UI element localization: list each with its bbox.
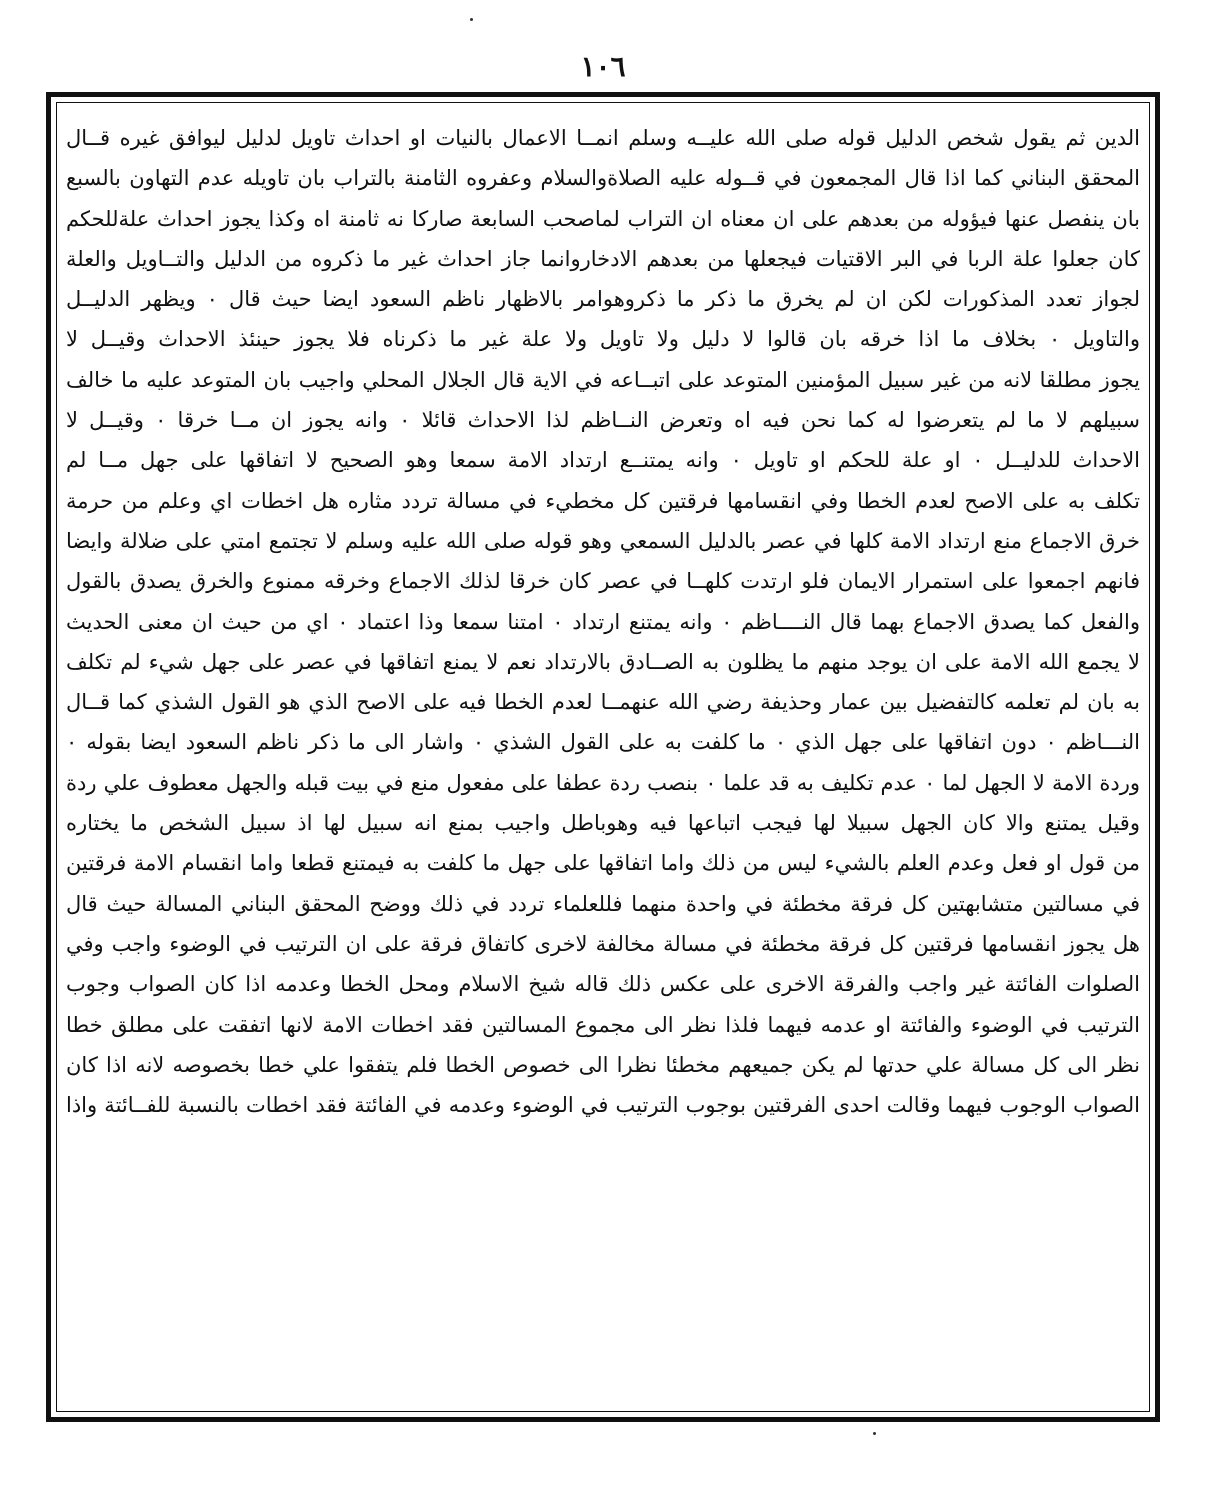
text-line: لا يجمع الله الامة على ان يوجد منهم ما يظلون به الصــادق بالارتداد نعم لا يمنع اتفاقها في عصر على جهل شيء لم تكلف xyxy=(66,649,1140,674)
text-line: خرق الاجماع منع ارتداد الامة كلها في عصر بالدليل السمعي وهو قوله صلى الله عليه وسلم لا تجتمع امتي على ضلالة وايضا xyxy=(66,528,1140,553)
text-line: الصلوات الفائتة غير واجب والفرقة الاخرى على عكس ذلك قاله شيخ الاسلام ومحل الخطا وعدمه اذا كان الصواب وجوب xyxy=(66,972,1140,997)
text-line: والتاويل ٠ بخلاف ما اذا خرقه بان قالوا لا دليل ولا تاويل ولا علة غير ما ذكرناه فلا يجوز حينئذ الاحداث وقيــل لا xyxy=(66,327,1140,352)
text-line: يجوز مطلقا لانه من غير سبيل المؤمنين المتوعد على اتبــاعه في الاية قال الجلال المحلي واجيب بان المتوعد عليه ما خالف xyxy=(66,367,1140,392)
text-line: سبيلهم لا ما لم يتعرضوا له كما نحن فيه اه وتعرض النــاظم لذا الاحداث قائلا ٠ وانه يجوز ان مــا خرقا ٠ وقيــل لا xyxy=(66,408,1140,433)
text-line: الترتيب في الوضوء والفائتة او عدمه فيهما فلذا نظر الى مجموع المسالتين فقد اخطات الامة لانها اتفقت على مطلق خطا xyxy=(66,1012,1140,1037)
text-line: والفعل كما يصدق الاجماع بهما قال النــــاظم ٠ وانه يمتنع ارتداد ٠ امتنا سمعا وذا اعتماد ٠ اي من حيث ان معنى الحديث xyxy=(66,609,1140,634)
page-number: ١٠٦ xyxy=(580,50,626,83)
text-line: تكلف به على الاصح لعدم الخطا وفي انقسامها فرقتين كل مخطيء في مسالة تردد مثاره هل اخطات اي وعلم من حرمة xyxy=(66,488,1140,513)
text-line: فانهم اجمعوا على استمرار الايمان فلو ارتدت كلهــا في عصر كان خرقا لذلك الاجماع وخرقه ممنوع والخرق يصدق بالقول xyxy=(66,569,1140,594)
text-line: كان جعلوا علة الربا في البر الاقتيات فيجعلها من بعدهم الادخاروانما جاز احداث غير ما ذكروه من الدليل والتــاويل والعلة xyxy=(66,246,1140,271)
text-line: به بان لم تعلمه كالتفضيل بين عمار وحذيفة رضي الله عنهمــا لعدم الخطا فيه على الاصح الذي هو القول الشذي كما قــال xyxy=(66,690,1140,715)
text-line: في مسالتين متشابهتين كل فرقة مخطئة في واحدة منهما فللعلماء تردد في ذلك ووضح المحقق البناني المسالة حيث قال xyxy=(66,891,1140,916)
text-line: المحقق البناني كما اذا قال المجمعون في قــوله عليه الصلاةوالسلام وعفروه الثامنة بالتراب بان تاويله عدم التهاون بالسبع xyxy=(66,166,1140,191)
text-line: بان ينفصل عنها فيؤوله من بعدهم على ان معناه ان التراب لماصحب السابعة صاركا نه ثامنة اه وكذا يجوز احداث علةللحكم xyxy=(66,206,1140,231)
print-speck xyxy=(470,18,473,21)
print-speck xyxy=(873,1432,876,1435)
text-line: وردة الامة لا الجهل لما ٠ عدم تكليف به قد علما ٠ بنصب ردة عطفا على مفعول منع في بيت قبله والجهل معطوف علي ردة xyxy=(66,770,1140,795)
main-text xyxy=(66,118,1140,1402)
text-line: نظر الى كل مسالة علي حدتها لم يكن جميعهم مخطئا نظرا الى خصوص الخطا فلم يتفقوا علي خطا بخصوصه لانه اذا كان xyxy=(66,1052,1140,1077)
text-line: لجواز تعدد المذكورات لكن ان لم يخرق ما ذكر ما ذكروهوامر بالاظهار ناظم السعود ايضا حيث قال ٠ ويظهر الدليــل xyxy=(66,287,1140,312)
text-line: الصواب الوجوب فيهما وقالت احدى الفرقتين بوجوب الترتيب في الوضوء وعدمه في الفائتة فقد اخطات بالنسبة للفــائتة واذا xyxy=(66,1093,1140,1118)
text-line: الدين ثم يقول شخص الدليل قوله صلى الله عليــه وسلم انمــا الاعمال بالنيات او احداث تاويل لدليل ليوافق غيره قــال xyxy=(66,126,1140,150)
text-line: النـــاظم ٠ دون اتفاقها على جهل الذي ٠ ما كلفت به على القول الشذي ٠ واشار الى ما ذكر ناظم السعود ايضا بقوله ٠ xyxy=(66,730,1140,755)
text-line: من قول او فعل وعدم العلم بالشيء ليس من ذلك واما اتفاقها على جهل ما كلفت به فيمتنع قطعا واما انقسام الامة فرقتين xyxy=(66,851,1140,876)
text-line: وقيل يمتنع والا كان الجهل سبيلا لها فيجب اتباعها فيه وهوباطل واجيب بمنع انه سبيل لها اذ سبيل الشخص ما يختاره xyxy=(66,811,1140,836)
text-line: هل يجوز انقسامها فرقتين كل فرقة مخطئة في مسالة مخالفة لاخرى كاتفاق فرقة على ان الترتيب في الوضوء واجب وفي xyxy=(66,931,1140,956)
text-line: الاحداث للدليــل ٠ او علة للحكم او تاويل ٠ وانه يمتنــع ارتداد الامة سمعا وهو الصحيح لا اتفاقها على جهل مــا لم xyxy=(66,448,1140,473)
